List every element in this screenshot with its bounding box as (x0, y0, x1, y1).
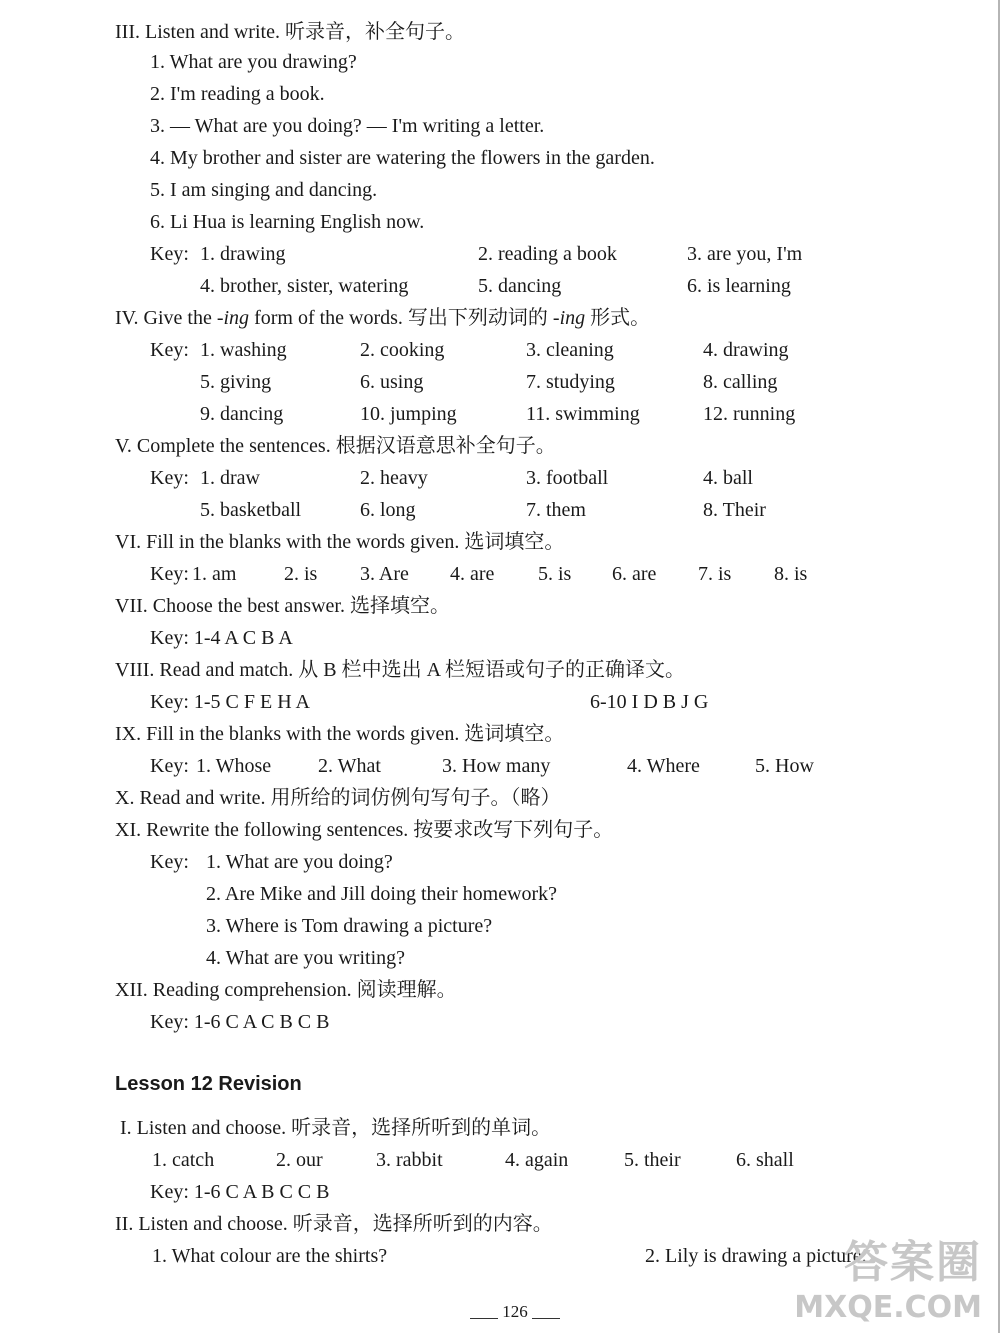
s5-key: 3. football (526, 467, 609, 489)
s11-answer: 2. Are Mike and Jill doing their homework? (206, 883, 558, 905)
s12-key: Key: 1-6 C A C B C B (150, 1011, 330, 1033)
section-10-title: X. Read and write. 用所给的词仿例句写句子。（略） (115, 787, 561, 809)
s5-key-row-2 (150, 496, 850, 524)
s6-key: 3. Are (360, 563, 409, 585)
s6-key: 4. are (450, 563, 495, 585)
lesson-section-2-title: II. Listen and choose. 听录音，选择所听到的内容。 (115, 1213, 553, 1235)
s3-key: 4. brother, sister, watering (200, 275, 409, 297)
key-label: Key: (150, 467, 189, 489)
s4-key-row-1 (150, 336, 850, 364)
s6-key: 5. is (538, 563, 572, 585)
s8-key-2: 6-10 I D B J G (590, 691, 709, 713)
s4-key-row-3 (150, 400, 850, 428)
s9-key: 2. What (318, 755, 381, 777)
section-3-title: III. Listen and write. 听录音，补全句子。 (115, 21, 465, 43)
s4-key: 3. cleaning (526, 339, 614, 361)
s6-key: 7. is (698, 563, 732, 585)
s11-answer: 4. What are you writing? (206, 947, 406, 969)
l1-word: 4. again (505, 1149, 569, 1171)
section-7-title: VII. Choose the best answer. 选择填空。 (115, 595, 450, 617)
section-4-title: IV. Give the -ing form of the words. 写出下列动词的 -ing 形式。 (115, 307, 651, 329)
s9-key: 1. Whose (196, 755, 272, 777)
s3-key: 6. is learning (687, 275, 791, 297)
s4-key: 5. giving (200, 371, 272, 393)
section-12-title: XII. Reading comprehension. 阅读理解。 (115, 979, 457, 1001)
key-label: Key: (150, 243, 189, 265)
key-label: Key: (150, 755, 189, 777)
l2-item: 1. What colour are the shirts? (152, 1245, 388, 1267)
s11-key-row-1 (150, 848, 850, 876)
s6-key-row (150, 560, 850, 588)
s4-key: 8. calling (703, 371, 778, 393)
s8-key-1: Key: 1-5 C F E H A (150, 691, 310, 713)
l1-key: Key: 1-6 C A B C C B (150, 1181, 330, 1203)
page-number-text: 126 (502, 1302, 528, 1321)
ornament-right (532, 1318, 560, 1319)
page-number (470, 1302, 560, 1330)
l1-word: 5. their (624, 1149, 681, 1171)
s6-key: 8. is (774, 563, 808, 585)
s4-key: 11. swimming (526, 403, 640, 425)
watermark-bottom: MXQE.COM (794, 1290, 982, 1325)
section-5-title: V. Complete the sentences. 根据汉语意思补全句子。 (115, 435, 556, 457)
s3-line-2: 2. I'm reading a book. (150, 83, 325, 105)
s6-key: 2. is (284, 563, 318, 585)
section-11-title: XI. Rewrite the following sentences. 按要求改写下列句子。 (115, 819, 614, 841)
key-label: Key: (150, 339, 189, 361)
s5-key: 6. long (360, 499, 416, 521)
l2-item: 2. Lily is drawing a picture. (645, 1245, 867, 1267)
s4-key: 6. using (360, 371, 424, 393)
s11-answer: 3. Where is Tom drawing a picture? (206, 915, 493, 937)
s3-line-4: 4. My brother and sister are watering the flowers in the garden. (150, 147, 655, 169)
s6-key: 6. are (612, 563, 657, 585)
s3-key-row-2 (150, 272, 850, 300)
s4-key-row-2 (150, 368, 850, 396)
section-6-title: VI. Fill in the blanks with the words given. 选词填空。 (115, 531, 565, 553)
lesson-section-1-title: I. Listen and choose. 听录音，选择所听到的单词。 (120, 1117, 552, 1139)
s5-key: 2. heavy (360, 467, 428, 489)
s4-key: 2. cooking (360, 339, 445, 361)
l2-items-row (150, 1242, 890, 1270)
s9-key: 5. How (755, 755, 814, 777)
s4-key: 12. running (703, 403, 796, 425)
s4-key: 1. washing (200, 339, 287, 361)
key-label: Key: (150, 851, 189, 873)
s3-key: 3. are you, I'm (687, 243, 803, 265)
s3-line-5: 5. I am singing and dancing. (150, 179, 378, 201)
l1-word: 6. shall (736, 1149, 794, 1171)
l1-word: 1. catch (152, 1149, 215, 1171)
s4-key: 7. studying (526, 371, 615, 393)
s5-key: 7. them (526, 499, 586, 521)
l1-words-row (150, 1146, 850, 1174)
s9-key-row (150, 752, 850, 780)
l1-word: 3. rabbit (376, 1149, 443, 1171)
s3-line-1: 1. What are you drawing? (150, 51, 357, 73)
s3-key: 5. dancing (478, 275, 562, 297)
section-9-title: IX. Fill in the blanks with the words given. 选词填空。 (115, 723, 565, 745)
s8-key-row (150, 688, 850, 716)
s5-key: 5. basketball (200, 499, 302, 521)
s7-key: Key: 1-4 A C B A (150, 627, 293, 649)
s5-key: 1. draw (200, 467, 260, 489)
s3-line-6: 6. Li Hua is learning English now. (150, 211, 425, 233)
s5-key: 4. ball (703, 467, 753, 489)
s4-key: 10. jumping (360, 403, 457, 425)
s9-key: 3. How many (442, 755, 551, 777)
ornament-left (470, 1318, 498, 1319)
s3-key: 1. drawing (200, 243, 286, 265)
watermark-logo (794, 1226, 982, 1325)
lesson-heading: Lesson 12 Revision (115, 1073, 302, 1095)
s5-key-row-1 (150, 464, 850, 492)
s3-line-3: 3. — What are you doing? — I'm writing a letter. (150, 115, 545, 137)
s11-answer: 1. What are you doing? (206, 851, 393, 873)
s4-key: 4. drawing (703, 339, 789, 361)
watermark-top: 答案圈 (844, 1237, 982, 1288)
s5-key: 8. Their (703, 499, 766, 521)
s4-key: 9. dancing (200, 403, 284, 425)
s9-key: 4. Where (627, 755, 700, 777)
l1-word: 2. our (276, 1149, 323, 1171)
s3-key: 2. reading a book (478, 243, 617, 265)
key-label: Key: (150, 563, 189, 585)
section-8-title: VIII. Read and match. 从 B 栏中选出 A 栏短语或句子的正确译文。 (115, 659, 685, 681)
s6-key: 1. am (192, 563, 237, 585)
s3-key-row-1 (150, 240, 850, 268)
